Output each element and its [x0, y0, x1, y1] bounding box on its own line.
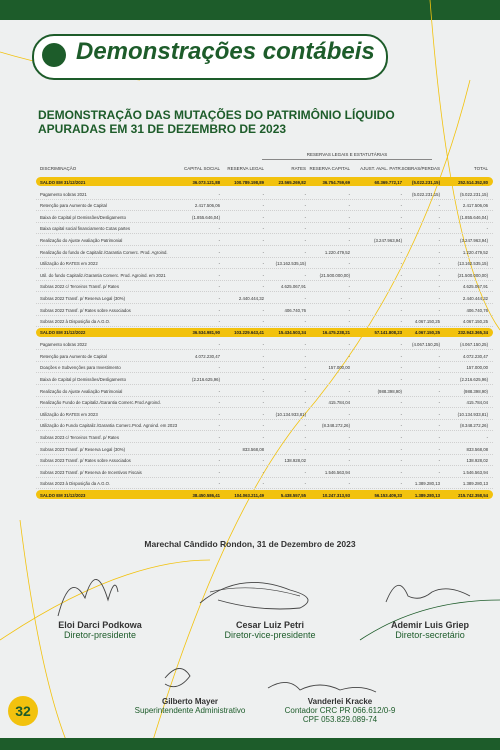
cell-value: - [348, 214, 350, 220]
cell-value: - [218, 295, 220, 301]
cell-value: 2.417.506,06 [462, 203, 488, 209]
table-row [36, 420, 493, 431]
cell-value: (8.348.272,26) [460, 423, 488, 429]
cell-value: - [438, 435, 440, 440]
cell-value: (5.022.231,15) [412, 179, 440, 185]
cell-value: 1.546.563,94 [462, 469, 488, 475]
table-row [36, 212, 493, 223]
cell-value: 2.440.444,32 [462, 295, 488, 301]
cell-value: - [438, 388, 440, 394]
table-row [36, 235, 493, 246]
cell-value: - [304, 203, 306, 209]
cell-value: 16.475.238,21 [322, 330, 350, 336]
cell-value: - [438, 226, 440, 232]
cell-value: (8.348.272,26) [322, 423, 350, 429]
cell-value: - [438, 203, 440, 209]
row-label: Retenção para Aumento de Capital [40, 353, 107, 359]
cell-value: 833.568,08 [242, 446, 264, 452]
cell-value: - [438, 365, 440, 371]
cell-value: - [438, 469, 440, 475]
page-title: Demonstrações contábeis [76, 38, 375, 65]
cell-value: - [400, 295, 402, 301]
table-row [36, 362, 493, 373]
cell-value: - [486, 226, 488, 232]
row-label: Sobras 2023 à Disposição da A.G.O. [40, 481, 111, 487]
cell-value: (4.067.150,25) [412, 342, 440, 348]
cell-value: - [262, 423, 264, 429]
column-header: TOTAL [473, 165, 488, 171]
cell-value: (2.216.625,96) [460, 377, 488, 382]
signatory-role: Superintendente Administrativo [134, 706, 246, 715]
column-header: DISCRIMINAÇÃO [40, 165, 77, 171]
cell-value: - [438, 295, 440, 301]
cell-value: 36.073.121,88 [192, 179, 220, 185]
cell-value: - [400, 214, 402, 220]
row-label: Baixa de Capital p/ Demissões/Desligamento [40, 377, 126, 382]
cell-value: - [348, 446, 350, 452]
balance-row [36, 490, 493, 499]
cell-value: 23.565.269,82 [278, 179, 306, 185]
cell-value: - [304, 319, 306, 325]
cell-value: 1.389.280,13 [462, 481, 488, 487]
row-label: Utilização do RATES em 2023 [40, 411, 98, 417]
table-row [36, 316, 493, 327]
row-label: Realização do Ajuste Avaliação Patrimonial [40, 237, 123, 243]
cell-value: 1.220.479,52 [324, 249, 350, 255]
cell-value: - [262, 411, 264, 417]
cell-value: 2.440.444,32 [238, 295, 264, 301]
cell-value: 4.072.230,47 [194, 353, 220, 359]
cell-value: - [262, 388, 264, 394]
cell-value: - [304, 377, 306, 382]
cell-value: 4.625.067,91 [280, 284, 306, 290]
cell-value: - [218, 423, 220, 429]
balance-row [36, 328, 493, 337]
cell-value: - [438, 214, 440, 220]
signatory-secretary [350, 620, 500, 640]
cell-value: 1.389.280,13 [414, 481, 440, 487]
cell-value: - [348, 342, 350, 348]
cell-value: - [218, 261, 220, 267]
cell-value: 104.063.211,49 [234, 492, 264, 498]
cell-value: - [438, 307, 440, 313]
cell-value: - [218, 458, 220, 464]
cell-value: - [262, 261, 264, 267]
row-label: Doações e Subvenções para Investimento [40, 365, 121, 371]
cell-value: - [400, 284, 402, 290]
table-row [36, 305, 493, 316]
cell-value: 4.067.150,25 [462, 319, 488, 325]
cell-value: 138.928,02 [284, 458, 306, 464]
cell-value: 215.742.358,54 [458, 492, 488, 498]
cell-value: - [438, 353, 440, 359]
cell-value: - [218, 481, 220, 487]
cell-value: - [262, 377, 264, 382]
cell-value: - [348, 388, 350, 394]
cell-value: - [438, 423, 440, 429]
cell-value: 4.625.067,91 [462, 284, 488, 290]
cell-value: - [400, 469, 402, 475]
cell-value: - [348, 377, 350, 382]
cell-value: - [348, 435, 350, 440]
column-header: RESERVA CAPITAL [309, 165, 350, 171]
bottom-bar [0, 738, 500, 750]
cell-value: (1.855.646,04) [460, 214, 488, 220]
cell-value: - [400, 365, 402, 371]
cell-value: (21.500.000,00) [457, 272, 488, 278]
cell-value: - [218, 435, 220, 440]
cell-value: - [304, 365, 306, 371]
cell-value: 415.784,04 [328, 400, 350, 406]
table-row [36, 223, 493, 234]
cell-value: - [262, 237, 264, 243]
cell-value: - [304, 226, 306, 232]
cell-value: - [486, 435, 488, 440]
cell-value: - [304, 237, 306, 243]
cell-value: - [348, 203, 350, 209]
cell-value: - [262, 249, 264, 255]
cell-value: - [262, 400, 264, 406]
cell-value: (988.398,90) [377, 388, 402, 394]
cell-value: 232.943.365,34 [458, 330, 488, 336]
row-label: Realização Fundo de Capitaliz./Garantia Comerc.Prod.Agroind. [40, 400, 161, 406]
row-label: Sobras 2022 à Disposição da A.G.O. [40, 319, 111, 325]
cell-value: - [400, 261, 402, 267]
cell-value: 4.067.150,25 [414, 319, 440, 325]
cell-value: - [218, 284, 220, 290]
cell-value: (3.247.963,94) [460, 237, 488, 243]
row-label: Sobras 2022 Transf. p/ Reserva Legal (30%) [40, 295, 126, 301]
cell-value: - [262, 469, 264, 475]
row-label: Realização do fundo de Capitaliz./Garantia Comerc. Prod. Agroind. [40, 249, 168, 255]
cell-value: - [304, 469, 306, 475]
row-label: Sobras 2022 c/ Terceiros Transf. p/ Rates [40, 284, 119, 290]
cell-value: - [400, 377, 402, 382]
cell-value: 60.369.772,17 [374, 179, 402, 185]
cell-value: (10.134.933,81) [457, 411, 488, 417]
cell-value: - [262, 226, 264, 232]
cell-value: - [348, 226, 350, 232]
cell-value: - [304, 400, 306, 406]
cell-value: 15.434.503,34 [278, 330, 306, 336]
cell-value: - [304, 342, 306, 348]
column-header: RATES [291, 165, 306, 171]
cell-value: - [348, 307, 350, 313]
cell-value: 36.534.981,90 [192, 330, 220, 336]
cell-value: - [218, 365, 220, 371]
cell-value: - [218, 319, 220, 325]
cell-value: - [348, 319, 350, 325]
cell-value: 138.928,02 [466, 458, 488, 464]
cell-value: - [348, 458, 350, 464]
cell-value: - [400, 272, 402, 278]
cell-value: - [218, 226, 220, 232]
cell-value: 406.740,76 [284, 307, 306, 313]
cell-value: (2.216.625,96) [192, 377, 220, 382]
cell-value: 10.247.313,93 [322, 492, 350, 498]
cell-value: - [400, 446, 402, 452]
cell-value: - [262, 214, 264, 220]
table-row [36, 258, 493, 269]
row-label: Sobras 2023 c/ Terceiros Transf. p/ Rates [40, 435, 119, 440]
cell-value: 4.067.150,25 [414, 330, 440, 336]
signatory-name: Eloi Darci Podkowa [58, 620, 142, 630]
cell-value: (4.067.150,25) [460, 342, 488, 348]
cell-value: - [304, 435, 306, 440]
cell-value: - [348, 191, 350, 197]
cell-value: 415.784,04 [466, 400, 488, 406]
cell-value: - [262, 203, 264, 209]
row-label: Baixa capital social financiamento Cotas partes [40, 226, 131, 232]
row-label: Utilização do RATES em 2022 [40, 261, 98, 267]
cell-value: - [218, 411, 220, 417]
cell-value: 1.220.479,52 [462, 249, 488, 255]
cell-value: (5.022.231,15) [412, 191, 440, 197]
column-header: AJUST. AVAL. PATR. [360, 165, 402, 171]
cell-value: (10.134.933,81) [275, 411, 306, 417]
cell-value: - [400, 435, 402, 440]
row-label: SALDO EM 31/12/2021 [40, 179, 86, 185]
cell-value: - [304, 353, 306, 359]
cell-value: - [262, 307, 264, 313]
table-row [36, 281, 493, 292]
table-row [36, 374, 493, 385]
signatory-role: Diretor-vice-presidente [224, 630, 316, 640]
balance-row [36, 177, 493, 186]
cell-value: - [304, 214, 306, 220]
cell-value: - [400, 249, 402, 255]
cell-value: 56.153.409,33 [374, 492, 402, 498]
table-row [36, 409, 493, 420]
cell-value: - [304, 446, 306, 452]
signatory-name: Ademir Luis Griep [390, 620, 470, 630]
cell-value: - [438, 400, 440, 406]
cell-value: - [218, 400, 220, 406]
cell-value: 157.000,00 [466, 365, 488, 371]
row-label: Util. do fundo Capitaliz./Garantia Comerc. Prod. Agroind. em 2021 [40, 272, 166, 278]
cell-value: (13.162.535,15) [457, 261, 488, 267]
row-label: Utilização do Fundo Capitaliz./Garantia Comerc.Prod. Agroind. em 2023 [40, 423, 178, 429]
cell-value: - [304, 423, 306, 429]
cell-value: - [400, 481, 402, 487]
cell-value: - [304, 388, 306, 394]
cell-value: - [438, 458, 440, 464]
row-label: Sobras 2022 Transf. p/ Rates sobre Associados [40, 307, 131, 313]
column-header: SOBRAS/PERDAS [401, 165, 440, 171]
cell-value: 157.000,00 [328, 365, 350, 371]
cell-value: - [304, 249, 306, 255]
cell-value: 38.450.586,41 [192, 492, 220, 498]
table-row [36, 432, 493, 443]
cell-value: - [438, 446, 440, 452]
cell-value: 2.417.506,06 [194, 203, 220, 209]
top-bar [0, 0, 500, 20]
cell-value: - [438, 272, 440, 278]
table-row [36, 386, 493, 397]
cell-value: 5.438.557,55 [280, 492, 306, 498]
cell-value: - [400, 203, 402, 209]
cell-value: - [218, 469, 220, 475]
cell-value: - [400, 226, 402, 232]
cell-value: - [262, 458, 264, 464]
cell-value: - [218, 307, 220, 313]
row-label: Sobras 2023 Transf. p/ Rates sobre Associados [40, 458, 131, 464]
cell-value: - [438, 261, 440, 267]
cell-value: - [304, 191, 306, 197]
cell-value: - [262, 272, 264, 278]
column-header: RESERVA LEGAL [227, 165, 264, 171]
cell-value: - [218, 272, 220, 278]
signatory-role: Contador CRC PR 066.612/0-9 [284, 706, 396, 715]
cell-value: - [348, 295, 350, 301]
cell-value: - [400, 353, 402, 359]
page-number-badge: 32 [8, 696, 38, 726]
table-row [36, 339, 493, 350]
cell-value: - [304, 272, 306, 278]
cell-value: - [218, 237, 220, 243]
cell-value: - [400, 307, 402, 313]
cell-value: (5.022.231,15) [460, 191, 488, 197]
cell-value: - [400, 400, 402, 406]
cell-value: - [438, 249, 440, 255]
group-header: RESERVAS LEGAIS E ESTATUTÁRIAS [306, 152, 388, 157]
table-row [36, 455, 493, 466]
cell-value: (3.247.963,94) [374, 237, 402, 243]
cell-value: - [262, 342, 264, 348]
cell-value: - [400, 191, 402, 197]
cell-value: 833.568,08 [466, 446, 488, 452]
column-header: CAPITAL SOCIAL [183, 165, 220, 171]
cell-value: - [438, 377, 440, 382]
signatory-vice-president [190, 620, 350, 640]
table-row [36, 200, 493, 211]
cell-value: 57.141.808,23 [374, 330, 402, 336]
row-label: SALDO EM 31/12/2022 [40, 330, 86, 336]
row-label: Sobras 2023 Transf. p/ Reserva Legal (30%) [40, 446, 126, 452]
cell-value: - [218, 249, 220, 255]
cell-value: - [262, 191, 264, 197]
cell-value: - [400, 458, 402, 464]
cell-value: - [400, 342, 402, 348]
cell-value: 103.229.643,41 [234, 330, 264, 336]
row-label: Pagamento sobras 2021 [40, 191, 87, 197]
cell-value: (13.162.535,15) [275, 261, 306, 267]
row-label: Baixa de Capital p/ Demissões/Desligamento [40, 214, 126, 220]
cell-value: - [218, 191, 220, 197]
header-dot-icon [42, 43, 66, 67]
cell-value: - [438, 411, 440, 417]
cell-value: 4.072.230,47 [462, 353, 488, 359]
row-label: Retenção para Aumento de Capital [40, 203, 107, 209]
cell-value: (988.398,90) [463, 388, 488, 394]
cell-value: (21.500.000,00) [319, 272, 350, 278]
cell-value: - [348, 261, 350, 267]
cell-value: - [304, 481, 306, 487]
cell-value: 36.754.759,69 [322, 179, 350, 185]
signatory-name: Cesar Luiz Petri [235, 620, 305, 630]
table-header [36, 164, 493, 172]
cell-value: - [348, 284, 350, 290]
row-label: SALDO EM 31/12/2023 [40, 492, 86, 498]
signatory-name: Gilberto Mayer [161, 697, 218, 706]
table-row [36, 478, 493, 489]
cell-value: - [262, 481, 264, 487]
cell-value: 1.389.280,13 [414, 492, 440, 498]
cell-value: - [400, 423, 402, 429]
row-label: Sobras 2023 Transf. p/ Reserva de Incentivos Fiscais [40, 469, 142, 475]
cell-value: - [348, 237, 350, 243]
cell-value: - [262, 353, 264, 359]
table-row [36, 189, 493, 200]
cell-value: - [304, 295, 306, 301]
signatory-cpf: CPF 053.829.089-74 [302, 715, 378, 724]
cell-value: - [400, 319, 402, 325]
table-row [36, 351, 493, 362]
cell-value: 406.740,76 [466, 307, 488, 313]
document-title: DEMONSTRAÇÃO DAS MUTAÇÕES DO PATRIMÔNIO LÍQUIDO APURADAS EM 31 DE DEZEMBRO DE 2023 [38, 108, 395, 136]
cell-value: - [438, 284, 440, 290]
cell-value: - [348, 411, 350, 417]
cell-value: - [218, 342, 220, 348]
cell-value: (1.855.646,04) [192, 214, 220, 220]
table-row [36, 467, 493, 478]
cell-value: - [262, 319, 264, 325]
row-label: Realização do Ajuste Avaliação Patrimonial [40, 388, 123, 394]
cell-value: - [262, 284, 264, 290]
cell-value: - [400, 411, 402, 417]
table-row [36, 247, 493, 258]
cell-value: - [438, 237, 440, 243]
signatory-accountant [250, 697, 430, 724]
table-row [36, 397, 493, 408]
signatory-president [20, 620, 180, 640]
table-row [36, 270, 493, 281]
place-date: Marechal Cândido Rondon, 31 de Dezembro de 2023 [144, 539, 356, 549]
cell-value: - [218, 388, 220, 394]
cell-value: - [218, 446, 220, 452]
row-label: Pagamento sobras 2022 [40, 342, 87, 348]
signatory-role: Diretor-presidente [63, 630, 137, 640]
group-header-rule [262, 159, 432, 160]
signatory-role: Diretor-secretário [395, 630, 465, 640]
table-row [36, 444, 493, 455]
table-row [36, 293, 493, 304]
cell-value: 252.514.352,80 [458, 179, 488, 185]
cell-value: - [348, 481, 350, 487]
cell-value: - [348, 353, 350, 359]
cell-value: 1.546.563,94 [324, 469, 350, 475]
cell-value: 100.789.198,89 [234, 179, 264, 185]
cell-value: - [262, 365, 264, 371]
signatory-name: Vanderlei Kracke [307, 697, 373, 706]
cell-value: - [262, 435, 264, 440]
